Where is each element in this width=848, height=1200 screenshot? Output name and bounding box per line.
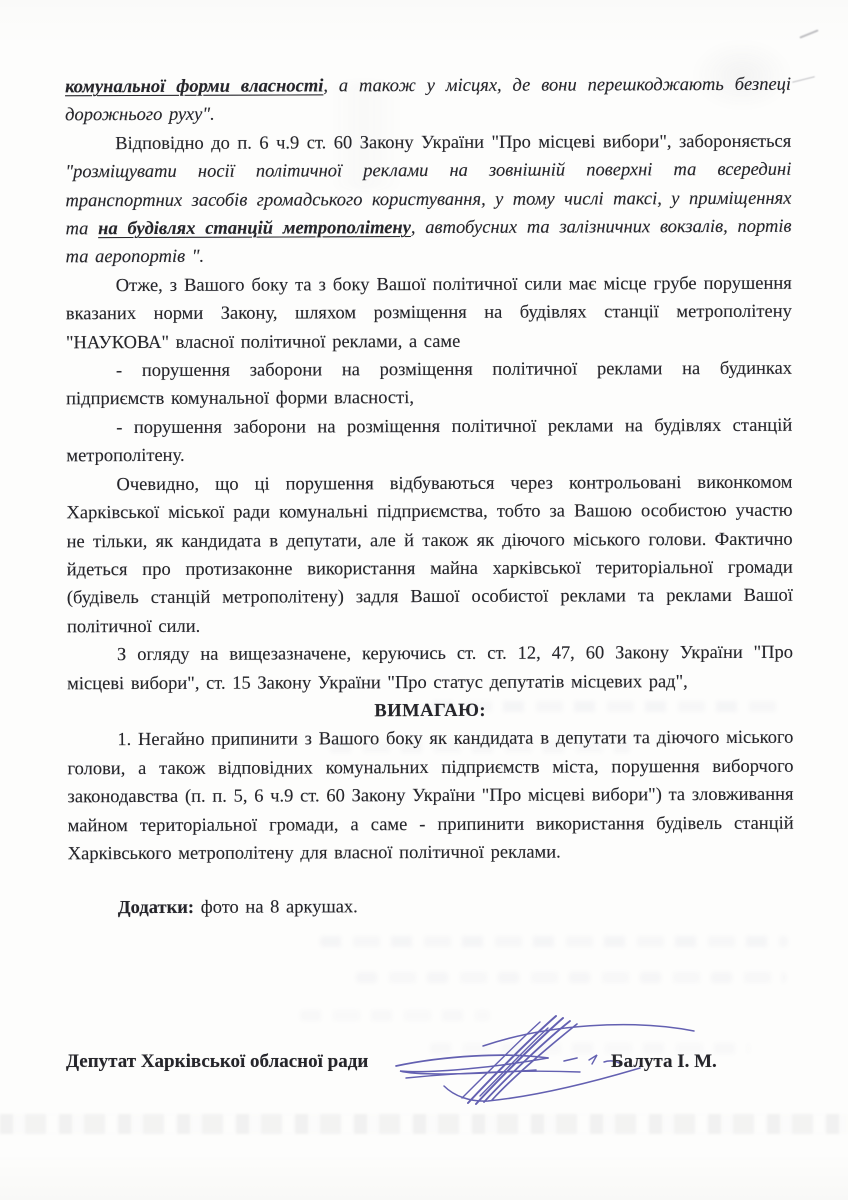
paragraph-violation-statement: Отже, з Вашого боку та з боку Вашої політичної сили має місце грубе порушення вказаних норми Закону, шляхом розміщення на будівлях станції метрополітену "НАУКОВА" власної політичної реклами, а саме — [65, 273, 792, 353]
attachments-line — [68, 892, 794, 923]
paragraph-law-quote — [65, 128, 791, 273]
bleed-through-text — [356, 972, 786, 983]
law-quote-italic-text: "розміщувати носії політичної реклами на зовнішній поверхні та всередині транспортних засобів громадського користування, у тому числі таксі, у приміщеннях та — [65, 159, 792, 240]
document-body — [65, 71, 794, 923]
continuation-rest-text: , а також у місцях, де вони перешкоджають безпеці дорожнього руху". — [65, 74, 792, 126]
law-quote-intro-text: Відповідно до п. 6 ч.9 ст. 60 Закону України "Про місцеві вибори", забороняється — [115, 131, 792, 154]
signatory-title: Депутат Харківської обласної ради — [66, 1051, 369, 1072]
scan-mark — [799, 29, 818, 38]
paragraph-demand-1: 1. Негайно припинити з Вашого боку як кандидата в депутати та діючого міського голови, а також відповідних комунальних підприємств міста, порушення виборчого законодавства (п. п. 5, 6 ч.9 ст. 60 Закону України "Про місцеві вибори") та зловживання майном територіальної громади, а саме - припинити використання будівель станцій Харківського метрополітену для власної політичної реклами. — [67, 728, 794, 865]
paragraph-conclusion: Очевидно, що ці порушення відбуваються через контрольовані виконкомом Харківської міської ради комунальні підприємства, тобто за Вашою особистою участю не тільки, як кандидата в депутати, але й також як діючого міського голови. Фактично йдеться про протизаконне використання майна харківської територіальної громади (будівель станцій метрополітену) задля Вашої особистої реклами та реклами Вашої політичної сили. — [66, 472, 793, 637]
list-item-violation-1: - порушення заборони на розміщення політичної реклами на будинках підприємств комунальної форми власності, — [66, 358, 793, 410]
law-quote-tail-text: , автобусних та залізничних вокзалів, портів та аеропортів ". — [65, 216, 792, 268]
demand-heading: ВИМАГАЮ: — [374, 700, 487, 722]
continuation-emphasis-text: комунальної форми власності — [65, 76, 324, 98]
scan-mark — [792, 76, 815, 83]
law-quote-emphasis-text: на будівлях станцій метрополітену — [98, 218, 411, 240]
bleed-through-text — [320, 936, 788, 947]
paragraph-legal-basis: З огляду на вищезазначене, керуючись ст. ст. 12, 47, 60 Закону України "Про місцеві вибори", ст. 15 Закону України "Про статус депутатів місцевих рад", — [67, 642, 794, 694]
attachments-text: фото на 8 аркушах. — [194, 897, 358, 919]
attachments-label: Додатки: — [117, 898, 195, 919]
paragraph-continuation — [65, 71, 791, 130]
list-item-violation-2: - порушення заборони на розміщення політичної реклами на будівлях станцій метрополітену. — [66, 415, 793, 467]
signatory-name: Балута І. М. — [611, 1051, 717, 1072]
scan-noise-band — [0, 1114, 848, 1134]
